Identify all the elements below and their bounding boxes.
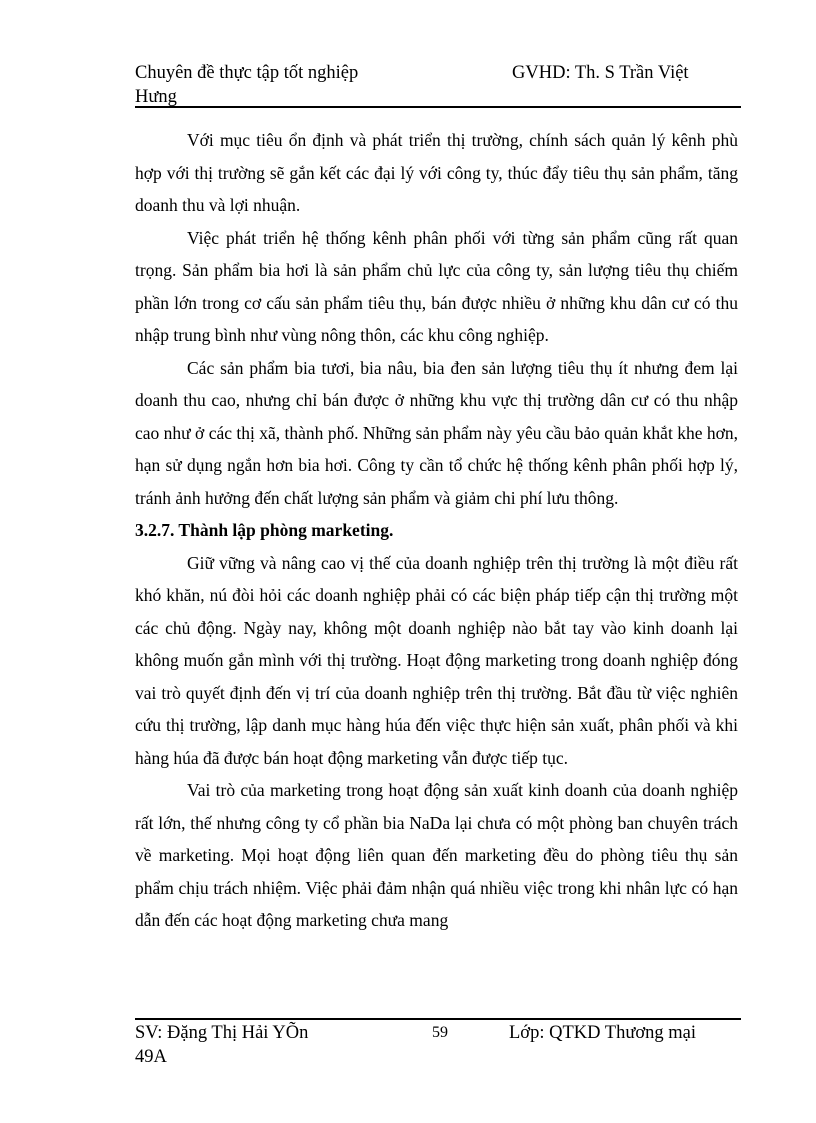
- header-divider: [135, 106, 741, 108]
- body-paragraph: Giữ vững và nâng cao vị thế của doanh nghiệp trên thị trường là một điều rất khó khăn, nú đòi hỏi các doanh nghiệp phải có các biện pháp tiếp cận thị trường một các chủ động. Ngày nay, không một doanh nghiệp nào bắt tay vào kinh doanh lại không muốn gắn mình với thị trường. Hoạt động marketing trong doanh nghiệp đóng vai trò quyết định đến vị trí của doanh nghiệp trên thị trường. Bắt đầu từ việc nghiên cứu thị trường, lập danh mục hàng húa đến việc thực hiện sản xuất, phân phối và khi hàng húa đã được bán hoạt động marketing vẫn được tiếp tục.: [135, 552, 738, 768]
- footer-student-continued: 49A: [135, 1047, 167, 1067]
- section-heading: 3.2.7. Thành lập phòng marketing.: [135, 520, 394, 540]
- footer-class: Lớp: QTKD Thương mại: [509, 1023, 696, 1043]
- footer-student: SV: Đặng Thị Hải YÕn: [135, 1023, 309, 1043]
- body-paragraph: Việc phát triển hệ thống kênh phân phối với từng sản phẩm cũng rất quan trọng. Sản phẩm bia hơi là sản phẩm chủ lực của công ty, sản lượng tiêu thụ chiếm phần lớn trong cơ cấu sản phẩm tiêu thụ, bán được nhiều ở những khu dân cư có thu nhập trung bình như vùng nông thôn, các khu công nghiệp.: [135, 227, 738, 345]
- header-title-continued: Hưng: [135, 87, 177, 107]
- body-paragraph: Các sản phẩm bia tươi, bia nâu, bia đen sản lượng tiêu thụ ít nhưng đem lại doanh thu cao, nhưng chỉ bán được ở những khu vực thị trường dân cư có thu nhập cao như ở các thị xã, thành phố. Những sản phẩm này yêu cầu bảo quản khắt khe hơn, hạn sử dụng ngắn hơn bia hơi. Công ty cần tổ chức hệ thống kênh phân phối hợp lý, tránh ảnh hưởng đến chất lượng sản phẩm và giảm chi phí lưu thông.: [135, 357, 738, 508]
- page-number: 59: [432, 1024, 448, 1041]
- page-body: [135, 124, 738, 937]
- body-paragraph: Vai trò của marketing trong hoạt động sản xuất kinh doanh của doanh nghiệp rất lớn, thế nhưng công ty cổ phần bia NaDa lại chưa có một phòng ban chuyên trách về marketing. Mọi hoạt động liên quan đến marketing đều do phòng tiêu thụ sản phẩm chịu trách nhiệm. Việc phải đảm nhận quá nhiều việc trong khi nhân lực có hạn dẫn đến các hoạt động marketing chưa mang: [135, 780, 738, 930]
- header-title: Chuyên đề thực tập tốt nghiệp: [135, 63, 359, 83]
- body-paragraph: Với mục tiêu ổn định và phát triển thị trường, chính sách quản lý kênh phù hợp với thị trường sẽ gắn kết các đại lý với công ty, thúc đẩy tiêu thụ sản phẩm, tăng doanh thu và lợi nhuận.: [135, 130, 738, 215]
- header-advisor: GVHD: Th. S Trần Việt: [512, 63, 689, 83]
